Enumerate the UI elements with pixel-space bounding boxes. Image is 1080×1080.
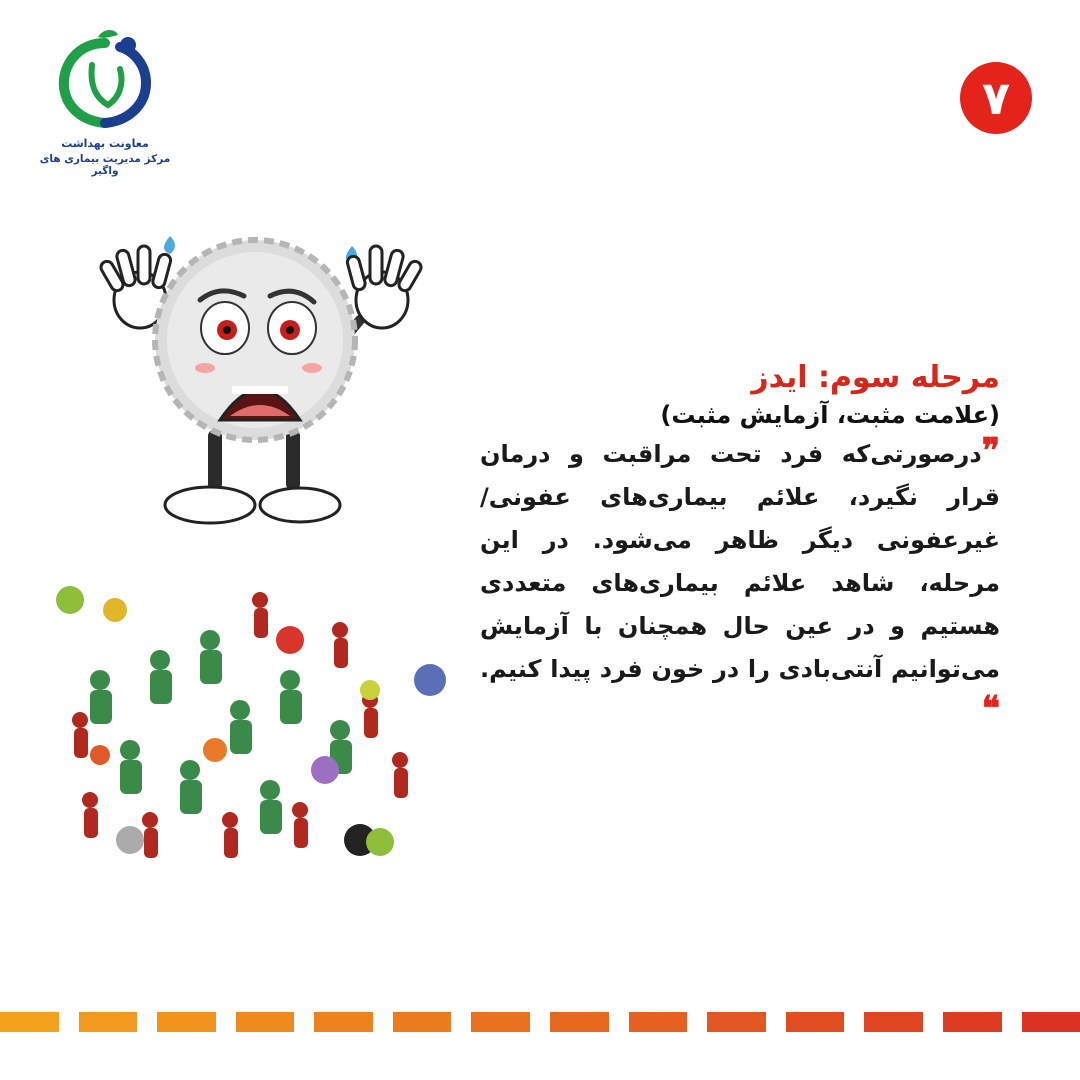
footer-dash-segment [943, 1012, 1002, 1032]
footer-dash-segment [864, 1012, 923, 1032]
logo-title: معاونت بهداشت [61, 137, 149, 150]
scared-cell-illustration [60, 200, 460, 540]
stage-title: مرحله سوم: ایدز [751, 360, 1000, 395]
logo-emblem-icon [50, 25, 160, 135]
footer-dash-segment [471, 1012, 530, 1032]
footer-dash-segment [314, 1012, 373, 1032]
stage-body-text: درصورتی‌که فرد تحت مراقبت و درمان قرار نگیرد، علائم بیماری‌های عفونی/غیرعفونی دیگر ظاهر می‌شود. در این مرحله، شاهد علائم بیماری‌های متعددی هستیم و در عین حال همچنان با آزمایش می‌توانیم آنتی‌بادی را در خون فرد پیدا کنیم. [480, 440, 1000, 683]
stage-body [480, 433, 1000, 734]
open-quote-icon: ❞ [981, 431, 1000, 471]
footer-dash-segment [79, 1012, 138, 1032]
footer-dash-segment [629, 1012, 688, 1032]
battle-scene-illustration [40, 570, 460, 880]
footer-dash-segment [707, 1012, 766, 1032]
footer-dash-segment [1022, 1012, 1080, 1032]
logo-subtitle: مرکز مدیریت بیماری های واگیر [39, 153, 171, 177]
footer-dash-segment [393, 1012, 452, 1032]
page-number-badge: ۷ [960, 62, 1032, 134]
footer-dash-segment [550, 1012, 609, 1032]
footer-dash-segment [0, 1012, 59, 1032]
stage-subtitle: (علامت مثبت، آزمایش مثبت) [660, 401, 1000, 429]
footer-dash-segment [236, 1012, 295, 1032]
footer-dash-segment [786, 1012, 845, 1032]
health-ministry-logo [35, 25, 175, 175]
close-quote-icon: ❝ [981, 689, 1000, 729]
footer-dash-bar [0, 1012, 1080, 1032]
stage-description [480, 360, 1000, 734]
footer-dash-segment [157, 1012, 216, 1032]
